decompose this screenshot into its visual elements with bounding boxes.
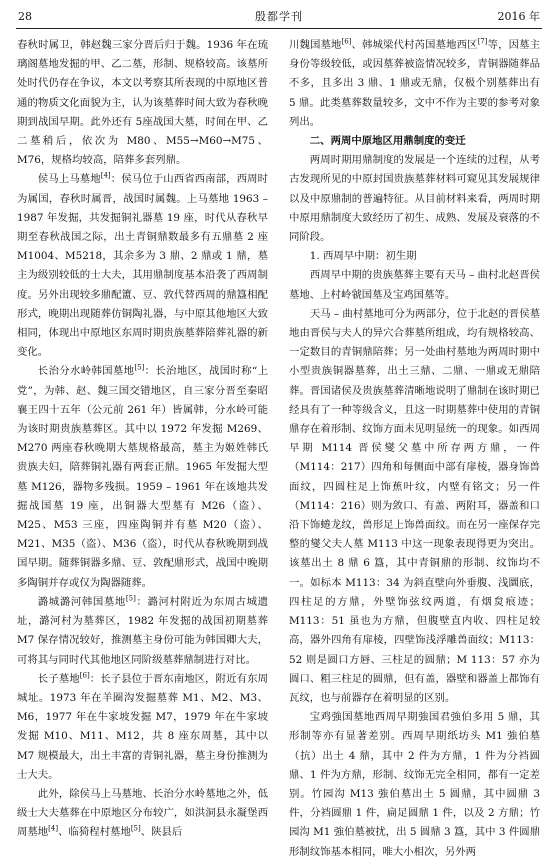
paragraph-text: 此外，除侯马上马墓地、长治分水岭墓地之外，低级士大夫墓葬在中原地区分布较广，如洪洞县永凝堡西周墓地 — [17, 787, 268, 839]
paragraph-text: 二、两周中原地区用鼎制度的变迁 — [309, 135, 466, 148]
paragraph-text: 天马 – 曲村墓地可分为两部分，位于北赵的晋侯墓地由晋侯与夫人的异穴合葬墓所组成，均有规格较高、一定数目的青铜鼎陪葬；另一处曲村墓地为两周时期中小型贵族铜器墓葬，出土三鼎、二鼎、一鼎或无鼎陪葬。晋国诸侯及贵族墓葬清晰地说明了鼎制在该时期已经具有了一种等级含义，且这一时期墓葬中使用的青铜鼎存在着形制、纹饰方面未见明显统一的现象。如西周早期 M114 晋侯燮父墓中所存两方鼎，一件（M114：217）四角和每侧面中部有扉棱，器身饰兽面纹，四圆柱足上饰蕉叶纹，内壁有铭文；另一件（M114：216）则为敛口、有盖、两附耳，器盖和口沿下饰蜷龙纹，兽形足上饰兽面纹。而在另一座保存完整的燮父夫人墓 M113 中这一现象表现得更为突出。该墓出土 8 鼎 6 簋，其中青铜鼎的形制、纹饰均不一。如标本 M113：34 为斜直壁向外垂腹、浅圜底，四柱足的方鼎，外壁饰弦纹两道，有烟炱痕迹；M113：51 虽也为方鼎，但腹壁直内收、四柱足较高，器外四角有扉棱，四壁饰浅浮雕兽面纹；M113：52 则是圆口方唇、三柱足的圆鼎；M 113：57 亦为圆口、粗三柱足的圆鼎，但有盖，器壁和器盖上都饰有瓦纹，也与前器存在着明显的区别。 — [289, 307, 540, 704]
header-rule — [16, 28, 542, 29]
body-paragraph — [17, 593, 268, 670]
section-heading — [289, 132, 540, 151]
citation-ref: [4] — [100, 171, 111, 180]
journal-name: 殷都学刊 — [255, 10, 303, 23]
paragraph-text: 春秋时属卫，韩赵魏三家分晋后归于魏。1936 年在琉璃阁墓地发掘的甲、乙二墓，形制、规格较高。该墓所处时代仍存在争议，本文以考察其所表现的中原地区普通的物质文化面貌为主，认为该墓葬时间大致为春秋晚期到战国早期。此外还有 5座战国大墓，时间在甲、乙二墓稍后，依次为 M80、M55→M60→M75、M76，规格均较高，陪葬多套列鼎。 — [17, 39, 268, 167]
paragraph-text: 等，因墓主身份等级较低，或因墓葬被盗情况较多，青铜器随葬品不多，且多出 3 鼎、1 鼎或无鼎，仅极个别墓葬出有 5 鼎。此类墓葬数量较多，文中不作为主要的参考对象列出。 — [289, 39, 541, 128]
citation-ref: [6] — [341, 37, 352, 46]
paragraph-text: 长子墓地 — [37, 672, 80, 685]
body-paragraph — [17, 170, 268, 362]
body-paragraph — [17, 785, 268, 843]
citation-ref: [5] — [134, 363, 145, 372]
body-paragraph — [289, 266, 540, 304]
paragraph-text: 两周时期用鼎制度的发展是一个连续的过程，从考古发现所见的中原封国贵族墓葬材料可窥见其发展规律以及中原鼎制的普遍特征。从目前材料来看，两周时期中原用鼎制度大致经历了初生、成熟、发展及衰落的不同阶段。 — [289, 154, 540, 244]
body-paragraph — [289, 36, 540, 132]
citation-ref: [4] — [48, 824, 59, 833]
paragraph-text: 、临猗程村墓地 — [58, 826, 131, 839]
body-paragraph — [17, 362, 268, 592]
body-paragraph — [289, 305, 540, 708]
paragraph-text: ：潞河村附近为东周古城遗址，潞河村为墓葬区，1982 年发掘的战国初期墓葬 M7 保存情况较好，推测墓主身份可能为韩国卿大夫，可将其与同时代其他地区同阶级墓葬鼎制进行对比。 — [17, 595, 269, 666]
subsection-heading — [289, 247, 540, 266]
paragraph-text: ：侯马位于山西省西南部，西周时为属国，春秋时属晋，战国时属魏。上马墓地 1963 – 1987 年发掘，共发掘铜礼器墓 19 座，时代从春秋早期至春秋战国之际，出土青铜鼎数最多有五鼎墓 2 座 M1004、M5218，其余多为 3 鼎、2 鼎或 1 鼎，墓主为级别较低的士大夫，其用鼎制度基本沿袭了西周制度。另外出现较多鼎配簠、豆、敦代替西周的鼎簋相配形式，晚期出现随葬仿铜陶礼器，与中原其他地区大致相同，体现出中原地区东周时期贵族墓葬陪葬礼器的新变化。 — [17, 173, 268, 359]
paragraph-text: 宝鸡強国墓地西周早期強国君強伯多用 5 鼎，其形制等亦有显著差别。西周早期纸坊头 M1 強伯墓（抗）出土 4 鼎，其中 2 件为方鼎，1 件为分裆圆鼎、1 件为方鼎，形制、纹饰无完全相同，都有一定差别。竹园沟 M13 強伯墓出土 5 圆鼎，其中圆鼎 3 件，分裆圆鼎 1 件，扁足圆鼎 1 件，以及 2 方鼎；竹园沟 M1 強伯墓被扰，出 5 圆鼎 3 簋，其中 3 件圆鼎形制纹饰基本相同，唯大小相次，另外两 — [289, 711, 540, 858]
citation-ref: [5] — [130, 824, 141, 833]
paragraph-text: 西周早中期的贵族墓葬主要有天马 – 曲村北赵晋侯墓地、上村岭虢国墓及宝鸡国墓等。 — [289, 269, 540, 301]
paragraph-text: 长治分水岭韩国墓地 — [37, 365, 135, 378]
body-paragraph — [289, 708, 540, 862]
citation-ref: [5] — [125, 594, 136, 603]
header-year: 2016 年 — [497, 10, 540, 23]
running-header — [18, 8, 540, 26]
paragraph-text: ：长子县位于晋东南地区，附近有东周城址。1973 年在羊圈沟发掘墓葬 M1、M2、M3、M6，1977 年在牛家坡发掘 M7，1979 年在牛家坡发掘 M10、M11、M12，共 8 座东周墓，其中以 M7 规模最大，出土丰富的青铜礼器，墓主身份推测为士大夫。 — [17, 672, 269, 781]
paragraph-text: 1. 西周早中期：初生期 — [309, 250, 417, 263]
page-number: 28 — [18, 10, 32, 23]
right-column — [289, 36, 541, 858]
paragraph-text: 、陕县后 — [140, 826, 183, 839]
paragraph-text: ：长治地区，战国时称“上党”，为韩、赵、魏三国交错地区，自三家分晋至秦昭襄王四十五年（公元前 261 年）皆属韩，分水岭可能为该时期贵族墓葬区。其中以 1972 年发掘 M269、M270 两座春秋晚期大墓规格最高，墓主为姬姓韩氏贵族夫妇，陪葬铜礼器有两套正鼎。1965 年发掘大型墓 M126，器物多残损。1959 – 1961 年在该地共发掘战国墓 19 座，出铜器大型墓有 M26（盗）、M25、M53 三座，四座陶铜并有墓 M20（盗）、M21、M35（盗）、M36（盗），时代从春秋晚期到战国早期。随葬铜器多鼎、豆、敦配鼎形式，战国中晚期多陶铜并存或仅为陶器随葬。 — [17, 365, 269, 589]
paragraph-text: 侯马上马墓地 — [37, 173, 101, 186]
citation-ref: [7] — [477, 37, 488, 46]
left-column — [17, 36, 269, 839]
body-paragraph — [17, 670, 268, 785]
paragraph-text: 、韩城梁代村芮国墓地西区 — [351, 39, 478, 51]
paragraph-text: 川魏国墓地 — [289, 39, 342, 51]
body-paragraph — [289, 151, 540, 247]
paragraph-text: 潞城潞河韩国墓地 — [37, 595, 126, 608]
body-paragraph — [17, 36, 268, 170]
citation-ref: [6] — [79, 671, 90, 680]
